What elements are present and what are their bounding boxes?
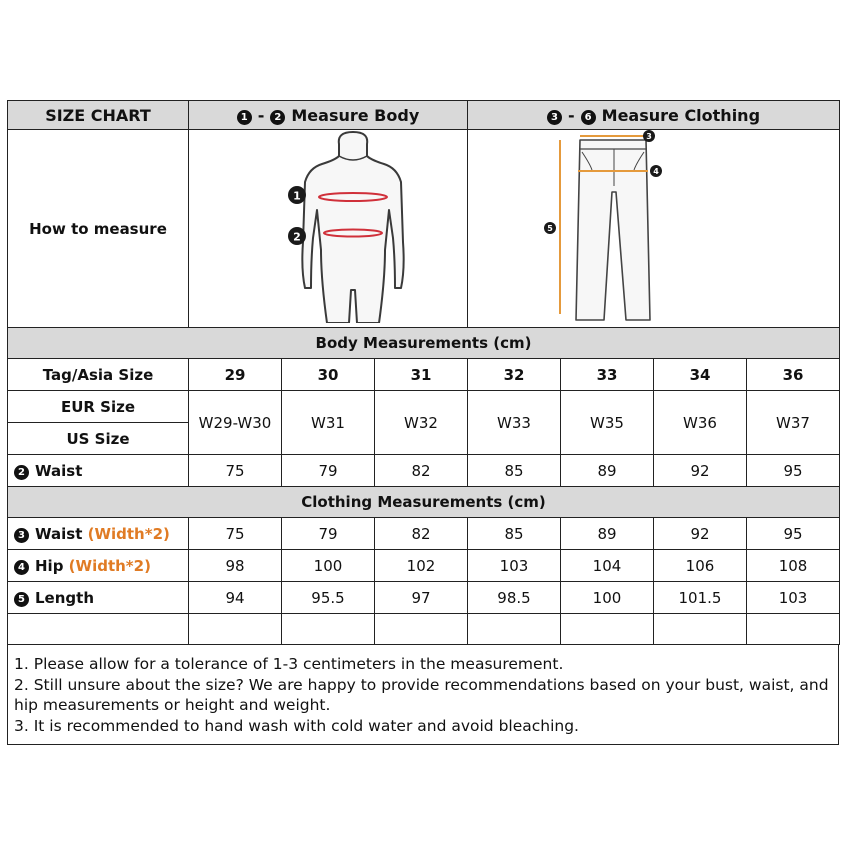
clothing-hip-cell: 106 xyxy=(654,550,747,582)
clothing-hip-cell: 103 xyxy=(468,550,561,582)
body-waist-cell: 92 xyxy=(654,455,747,487)
clothing-waist-cell: 85 xyxy=(468,518,561,550)
clothing-hip-note: (Width*2) xyxy=(68,556,151,575)
pants-outline xyxy=(576,140,650,320)
measure-clothing-title: Measure Clothing xyxy=(601,105,761,125)
body-silhouette-figure xyxy=(189,130,514,323)
empty-cell xyxy=(189,614,282,645)
body-waist-cell: 75 xyxy=(189,455,282,487)
eur-size-row xyxy=(8,391,840,423)
body-section-row xyxy=(8,328,840,359)
size-cell: 36 xyxy=(747,359,840,391)
eur-us-cell: W31 xyxy=(282,391,375,455)
measure-body-badge-end: 2 xyxy=(270,110,285,125)
clothing-hip-cell: 102 xyxy=(375,550,468,582)
notes-box xyxy=(7,645,839,745)
body-waist-cell: 89 xyxy=(561,455,654,487)
clothing-waist-cell: 95 xyxy=(747,518,840,550)
size-chart-title: SIZE CHART xyxy=(8,101,189,130)
body-waist-cell: 85 xyxy=(468,455,561,487)
clothing-length-badge: 5 xyxy=(14,592,29,607)
clothing-waist-cell: 92 xyxy=(654,518,747,550)
clothing-length-cell: 100 xyxy=(561,582,654,614)
measure-body-title: Measure Body xyxy=(291,105,420,125)
body-marker-2 xyxy=(288,227,306,245)
size-chart-table xyxy=(7,100,840,645)
clothing-hip-cell: 104 xyxy=(561,550,654,582)
clothing-hip-cell: 98 xyxy=(189,550,282,582)
empty-cell xyxy=(282,614,375,645)
clothing-length-cell: 95.5 xyxy=(282,582,375,614)
eur-us-cell: W32 xyxy=(375,391,468,455)
size-cell: 30 xyxy=(282,359,375,391)
empty-row xyxy=(8,614,840,645)
size-cell: 29 xyxy=(189,359,282,391)
clothing-waist-cell: 75 xyxy=(189,518,282,550)
clothing-length-label-cell xyxy=(8,582,189,614)
size-cell: 33 xyxy=(561,359,654,391)
measure-body-badge-start: 1 xyxy=(237,110,252,125)
body-waist-cell: 79 xyxy=(282,455,375,487)
measure-clothing-badge-start: 3 xyxy=(547,110,562,125)
body-marker-1 xyxy=(288,186,306,204)
clothing-waist-cell: 89 xyxy=(561,518,654,550)
svg-text:1: 1 xyxy=(293,189,301,203)
clothing-length-cell: 103 xyxy=(747,582,840,614)
clothing-hip-badge: 4 xyxy=(14,560,29,575)
clothing-length-cell: 97 xyxy=(375,582,468,614)
measure-body-header xyxy=(189,101,468,130)
body-measurements-title: Body Measurements (cm) xyxy=(8,328,840,359)
svg-text:2: 2 xyxy=(293,230,301,244)
pants-figure xyxy=(468,130,840,323)
clothing-length-label: Length xyxy=(35,588,94,607)
eur-us-cell: W37 xyxy=(747,391,840,455)
empty-cell xyxy=(561,614,654,645)
clothing-section-row xyxy=(8,487,840,518)
svg-text:3: 3 xyxy=(646,132,652,141)
empty-cell xyxy=(654,614,747,645)
measure-body-dash: - xyxy=(257,105,265,125)
measure-clothing-badge-end: 6 xyxy=(581,110,596,125)
body-waist-cell: 95 xyxy=(747,455,840,487)
clothing-marker-3 xyxy=(643,130,655,142)
note-line: 2. Still unsure about the size? We are happy to provide recommendations based on your bust, waist, and hip measurements or height and weight. xyxy=(14,675,829,714)
clothing-length-cell: 101.5 xyxy=(654,582,747,614)
size-cell: 34 xyxy=(654,359,747,391)
body-waist-row xyxy=(8,455,840,487)
clothing-hip-label-cell xyxy=(8,550,189,582)
clothing-waist-cell: 82 xyxy=(375,518,468,550)
clothing-waist-label: Waist xyxy=(35,524,83,543)
how-to-measure-label: How to measure xyxy=(8,130,189,328)
clothing-hip-cell: 108 xyxy=(747,550,840,582)
clothing-hip-cell: 100 xyxy=(282,550,375,582)
empty-cell xyxy=(468,614,561,645)
eur-us-cell: W35 xyxy=(561,391,654,455)
clothing-marker-5 xyxy=(544,222,556,234)
chart-header-row xyxy=(8,101,840,130)
eur-us-cell: W36 xyxy=(654,391,747,455)
measure-clothing-header xyxy=(468,101,840,130)
tag-size-row xyxy=(8,359,840,391)
clothing-waist-note: (Width*2) xyxy=(87,524,170,543)
clothing-length-cell: 98.5 xyxy=(468,582,561,614)
clothing-marker-4 xyxy=(650,165,662,177)
note-line: 3. It is recommended to hand wash with cold water and avoid bleaching. xyxy=(14,716,579,735)
us-size-label: US Size xyxy=(8,423,189,455)
clothing-length-row xyxy=(8,582,840,614)
clothing-hip-row xyxy=(8,550,840,582)
empty-cell xyxy=(375,614,468,645)
body-waist-badge: 2 xyxy=(14,465,29,480)
clothing-waist-label-cell xyxy=(8,518,189,550)
svg-text:5: 5 xyxy=(547,224,553,233)
body-figure-cell xyxy=(189,130,468,328)
clothing-length-cell: 94 xyxy=(189,582,282,614)
note-line: 1. Please allow for a tolerance of 1-3 centimeters in the measurement. xyxy=(14,655,564,673)
tag-size-label: Tag/Asia Size xyxy=(8,359,189,391)
body-waist-label: Waist xyxy=(35,461,83,480)
eur-size-label: EUR Size xyxy=(8,391,189,423)
eur-us-cell: W29-W30 xyxy=(189,391,282,455)
clothing-figure-cell xyxy=(468,130,840,328)
how-to-measure-row xyxy=(8,130,840,328)
body-waist-label-cell xyxy=(8,455,189,487)
empty-cell xyxy=(747,614,840,645)
clothing-hip-label: Hip xyxy=(35,556,64,575)
clothing-waist-row xyxy=(8,518,840,550)
clothing-waist-badge: 3 xyxy=(14,528,29,543)
size-chart xyxy=(7,100,839,745)
measure-clothing-dash: - xyxy=(568,105,575,125)
clothing-waist-cell: 79 xyxy=(282,518,375,550)
body-waist-cell: 82 xyxy=(375,455,468,487)
svg-text:4: 4 xyxy=(653,167,659,176)
size-cell: 32 xyxy=(468,359,561,391)
size-cell: 31 xyxy=(375,359,468,391)
eur-us-cell: W33 xyxy=(468,391,561,455)
clothing-measurements-title: Clothing Measurements (cm) xyxy=(8,487,840,518)
empty-cell xyxy=(8,614,189,645)
